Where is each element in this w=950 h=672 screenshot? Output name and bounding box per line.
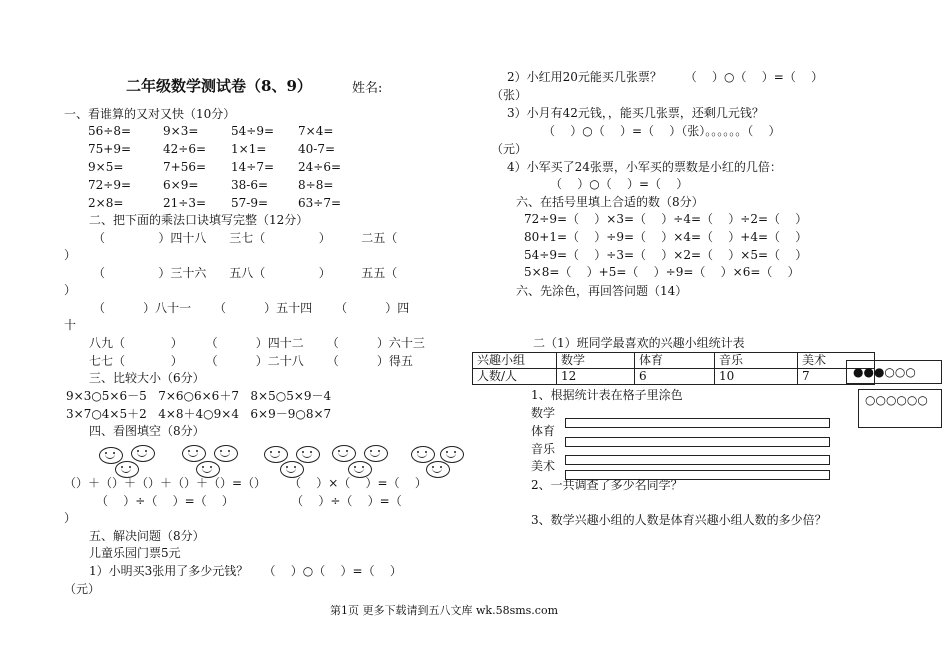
table-cell: 人数/人 (473, 369, 557, 385)
table-cell: 7 (798, 369, 875, 385)
section-1-heading: 一、看谁算的又对又快（10分） (64, 107, 236, 121)
word-problem: （ ）○（ ）=（ ）（张）。。。。。。（ ） (543, 124, 781, 138)
word-problem: （元） (491, 142, 528, 156)
multiplication-line: 八九（ ） （ ）四十二 （ ）六十三 (89, 336, 425, 350)
bar-label: 音乐 (531, 442, 556, 456)
compare-line: 3×7○4×5＋2 4×8＋4○9×4 6×9－9○8×7 (66, 407, 332, 421)
section-6a-heading: 六、在括号里填上合适的数（8分） (516, 195, 704, 209)
chart-question: 2、一共调查了多少名同学？ (531, 478, 683, 492)
picture-fill-line: （ ）÷（ ）=（ ） （ ）÷（ ）=（ (96, 494, 402, 508)
calc-item: 42÷6= (163, 142, 207, 156)
legend-filled: ●●●○○○ (846, 360, 942, 384)
calc-item: 6×9= (163, 178, 199, 192)
color-bar-art[interactable] (565, 470, 830, 480)
table-cell: 10 (715, 369, 798, 385)
multiplication-line: ） (64, 248, 77, 262)
table-cell: 12 (557, 369, 635, 385)
chart-question: 1、根据统计表在格子里涂色 (531, 388, 683, 402)
footer-text: 第1页 更多下载请到五八文库 wk.58sms.com (330, 604, 558, 617)
table-cell: 6 (635, 369, 715, 385)
multiplication-line: （ ）三十六 五八（ ） 五五（ (93, 266, 398, 280)
picture-fill-line: （）＋（）＋（）＋（）＋（）=（） （ ）×（ ）=（ ） (64, 476, 427, 490)
calc-item: 14÷7= (231, 160, 275, 174)
smiley-face-icon (182, 445, 206, 462)
smiley-face-icon (440, 446, 464, 463)
color-bar-music[interactable] (565, 455, 830, 465)
calc-item: 9×3= (163, 124, 199, 138)
table-title: 二（1）班同学最喜欢的兴趣小组统计表 (533, 336, 745, 350)
compare-line: 9×3○5×6－5 7×6○6×6＋7 8×5○5×9－4 (66, 389, 332, 403)
table-row (473, 353, 875, 369)
calc-item: 7×4= (298, 124, 334, 138)
calc-item: 75+9= (88, 142, 132, 156)
chain-calc-line: 72÷9=（ ）×3=（ ）÷4=（ ）÷2=（ ） (524, 212, 808, 226)
bar-label: 美术 (531, 459, 556, 473)
word-problem: 4）小军买了24张票，小军买的票数是小红的几倍： (507, 160, 782, 174)
name-label: 姓名: (352, 81, 383, 96)
section-6b-heading: 六、先涂色，再回答问题（14） (516, 284, 688, 298)
bar-label: 体育 (531, 424, 556, 438)
page-title: 二年级数学测试卷（8、9） (126, 77, 312, 95)
calc-item: 72÷9= (88, 178, 132, 192)
word-problem: （元） (64, 582, 101, 596)
section-4-heading: 四、看图填空（8分） (89, 424, 205, 438)
section-3-heading: 三、比较大小（6分） (89, 371, 205, 385)
smiley-face-icon (364, 445, 388, 462)
table-cell: 数学 (557, 353, 635, 369)
smiley-face-icon (214, 445, 238, 462)
ticket-price: 儿童乐园门票5元 (89, 546, 181, 560)
section-5-heading: 五、解决问题（8分） (89, 529, 205, 543)
calc-item: 24÷6= (298, 160, 342, 174)
calc-item: 56÷8= (88, 124, 132, 138)
chain-calc-line: 80+1=（ ）÷9=（ ）×4=（ ）+4=（ ） (524, 230, 808, 244)
calc-item: 38-6= (231, 178, 269, 192)
multiplication-line: 七七（ ） （ ）二十八 （ ）得五 (89, 354, 413, 368)
calc-item: 1×1= (231, 142, 267, 156)
smiley-face-icon (296, 446, 320, 463)
multiplication-line: ） (64, 283, 77, 297)
smiley-face-icon (264, 446, 288, 463)
calc-item: 9×5= (88, 160, 124, 174)
smiley-face-icon (131, 445, 155, 462)
legend-empty: ○○○○○○ (858, 389, 942, 428)
word-problem: 2）小红用20元能买几张票？ （ ）○（ ）=（ ） (507, 70, 824, 84)
word-problem: （张） (491, 88, 528, 102)
table-row (473, 369, 875, 385)
word-problem: 1）小明买3张用了多少元钱？ （ ）○（ ）=（ ） (89, 564, 402, 578)
multiplication-line: 十 (64, 318, 77, 332)
calc-item: 40-7= (298, 142, 336, 156)
picture-fill-line: ） (64, 511, 77, 525)
table-cell: 美术 (798, 353, 875, 369)
smiley-face-icon (426, 461, 450, 478)
calc-item: 7+56= (163, 160, 207, 174)
chart-question: 3、数学兴趣小组的人数是体育兴趣小组人数的多少倍？ (531, 513, 827, 527)
interest-group-table (472, 352, 875, 385)
bar-label: 数学 (531, 406, 556, 420)
word-problem: 3）小月有42元钱，，能买几张票，还剩几元钱？ (507, 106, 764, 120)
multiplication-line: （ ）八十一 （ ）五十四 （ ）四 (93, 301, 410, 315)
color-bar-math[interactable] (565, 418, 830, 428)
chain-calc-line: 54÷9=（ ）÷3=（ ）×2=（ ）×5=（ ） (524, 248, 808, 262)
calc-item: 57-9= (231, 196, 269, 210)
smiley-face-icon (332, 445, 356, 462)
chain-calc-line: 5×8=（ ）+5=（ ）÷9=（ ）×6=（ ） (524, 265, 800, 279)
calc-item: 21÷3= (163, 196, 207, 210)
table-cell: 体育 (635, 353, 715, 369)
smiley-face-icon (411, 446, 435, 463)
calc-item: 8÷8= (298, 178, 334, 192)
calc-item: 2×8= (88, 196, 124, 210)
table-cell: 兴趣小组 (473, 353, 557, 369)
table-cell: 音乐 (715, 353, 798, 369)
word-problem: （ ）○（ ）=（ ） (550, 177, 689, 191)
multiplication-line: （ ）四十八 三七（ ） 二五（ (93, 231, 398, 245)
calc-item: 63÷7= (298, 196, 342, 210)
section-2-heading: 二、把下面的乘法口诀填写完整（12分） (89, 213, 309, 227)
calc-item: 54÷9= (231, 124, 275, 138)
color-bar-sports[interactable] (565, 437, 830, 447)
